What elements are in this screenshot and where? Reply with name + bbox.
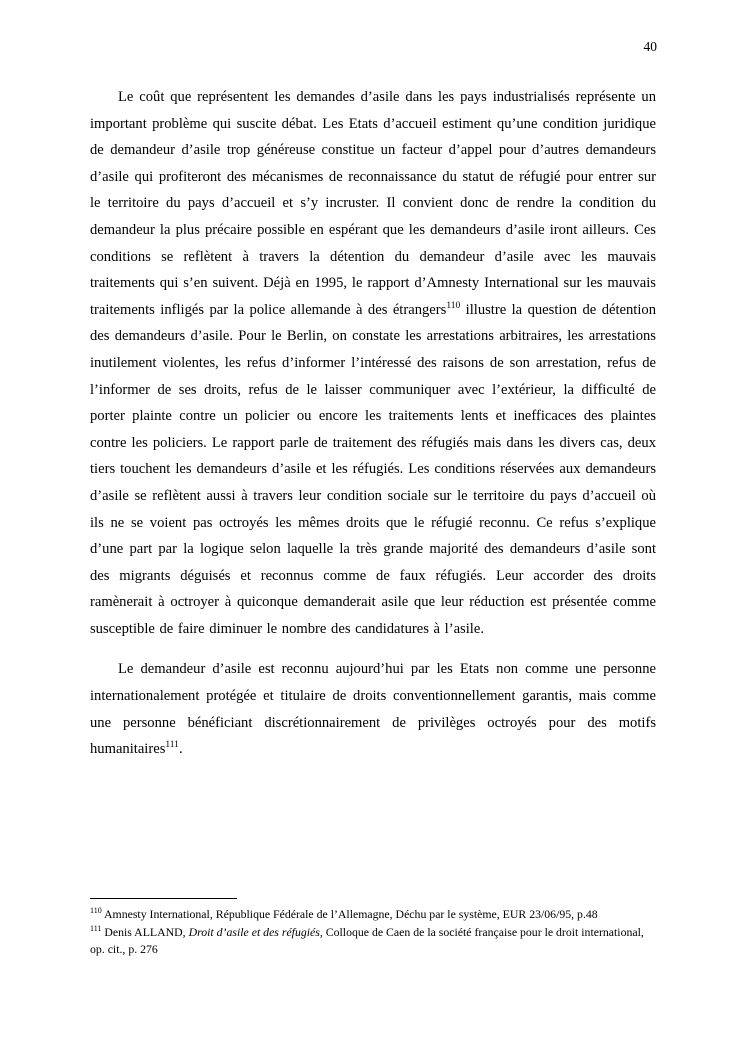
footnote-separator xyxy=(90,898,237,899)
footnote-110 xyxy=(90,906,656,924)
paragraph-1 xyxy=(90,84,656,642)
footnote-111-text-a: Denis ALLAND, xyxy=(101,924,189,939)
footnote-111-title-italic: Droit d’asile et des réfugiés, xyxy=(188,924,323,939)
paragraph-2-text-a: Le demandeur d’asile est reconnu aujourd’hui par les Etats non comme une personne internationalement protégée et titulaire de droits conventionnellement garantis, mais comme une personne bénéficiant discrétionnairement de privilèges octroyés pour des motifs humanitaires xyxy=(90,661,656,758)
page-number: 40 xyxy=(643,39,657,54)
footnotes-section xyxy=(90,898,656,959)
footnote-110-text: Amnesty International, République Fédérale de l’Allemagne, Déchu par le système, EUR 23/06/95, p.48 xyxy=(101,907,598,921)
footnote-111-text-b: Colloque de Caen de la société française pour le droit international, op. cit., p. 276 xyxy=(90,924,644,956)
footnote-110-number: 110 xyxy=(90,906,102,916)
paragraph-1-text-b: illustre la question de détention des demandeurs d’asile. Pour le Berlin, on constate les arrestations arbitraires, les arrestations inutilement violentes, les refus d’informer l’intéressé des raisons de son arrestation, refus de l’informer de ses droits, refus de le laisser communiquer avec l’extérieur, la difficulté de porter plainte contre un policier ou encore les traitements lents et inefficaces des plaintes contre les policiers. Le rapport parle de traitement des réfugiés mais dans les divers cas, deux tiers touchent les demandeurs d’asile et les réfugiés. Les conditions réservées aux demandeurs d’asile se reflètent aussi à travers leur condition sociale sur le territoire du pays d’accueil où ils ne se voient pas octroyés les mêmes droits que le réfugié reconnu. Ce refus s’explique d’une part par la logique selon laquelle la très grande majorité des demandeurs d’asile sont des migrants déguisés et reconnus comme de faux réfugiés. Leur accorder des droits ramènerait à octroyer à quiconque demanderait asile que leur réduction est présentée comme susceptible de faire diminuer le nombre des candidatures à l’asile. xyxy=(90,301,657,637)
footnote-reference-110: 110 xyxy=(446,300,461,311)
paragraph-2 xyxy=(90,656,656,762)
paragraph-2-text-b: . xyxy=(178,741,183,758)
footnote-reference-111: 111 xyxy=(165,740,179,751)
footnote-111-number: 111 xyxy=(90,923,102,933)
paragraph-1-text-a: Le coût que représentent les demandes d’asile dans les pays industrialisés représente un important problème qui suscite débat. Les Etats d’accueil estiment qu’une condition juridique de demandeur d’asile trop généreuse constitue un facteur d’appel pour d’autres demandeurs d’asile qui profiteront des mécanismes de reconnaissance du statut de réfugié pour entrer sur le territoire du pays d’accueil et s’y incruster. Il convient donc de rendre la condition du demandeur la plus précaire possible en espérant que les demandeurs d’asile iront ailleurs. Ces conditions se reflètent à travers la détention du demandeur d’asile avec les mauvais traitements qui s’en suivent. Déjà en 1995, le rapport d’Amnesty International sur les mauvais traitements infligés par la police allemande à des étrangers xyxy=(90,89,656,318)
footnote-111 xyxy=(90,924,656,959)
page-body xyxy=(90,84,656,763)
